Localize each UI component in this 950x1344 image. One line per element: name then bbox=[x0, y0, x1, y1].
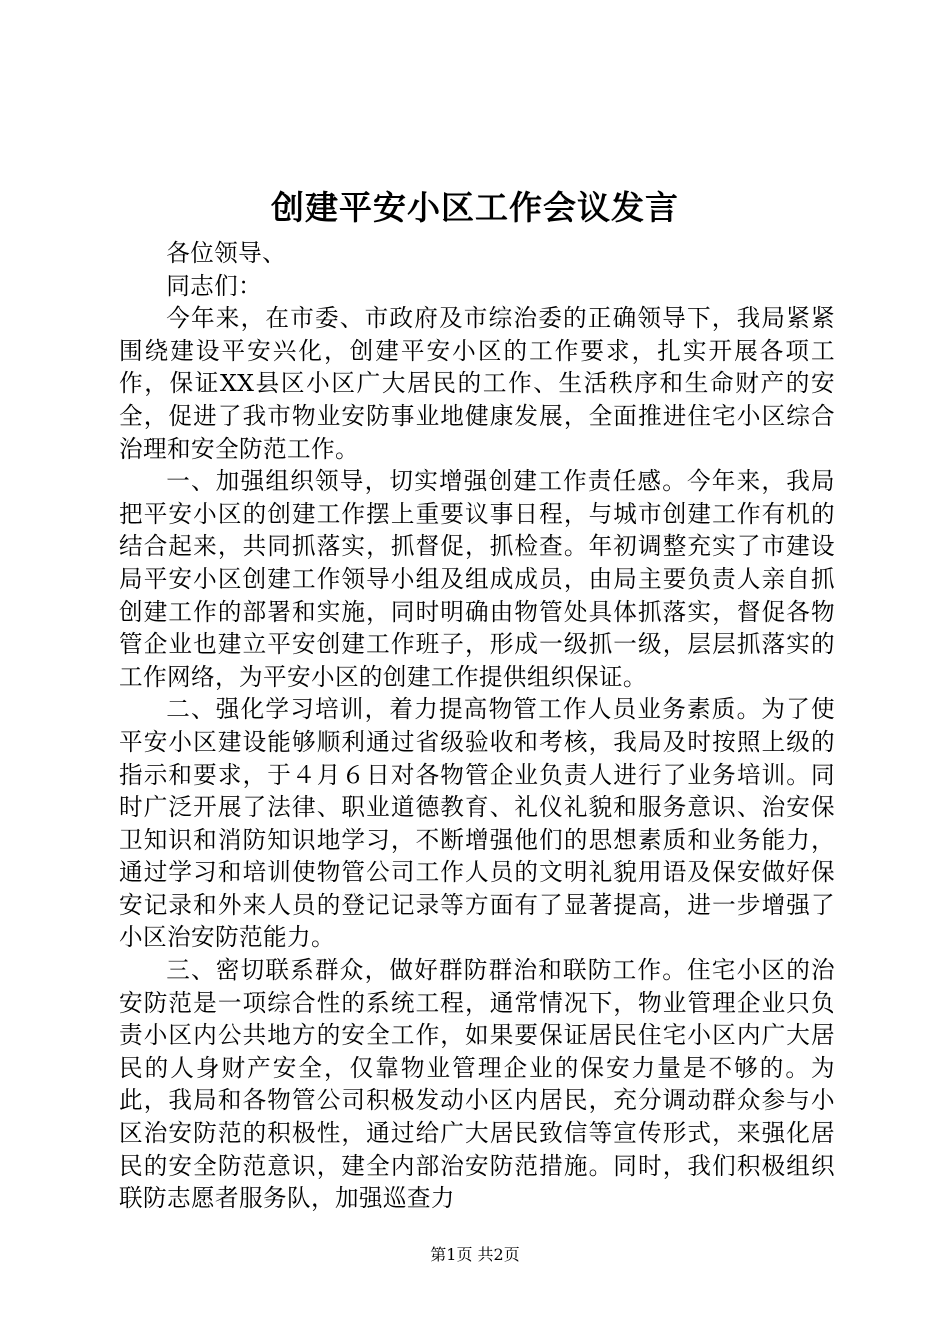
paragraph-section-two: 二、强化学习培训，着力提高物管工作人员业务素质。为了使平安小区建设能够顺利通过省级验收和考核，我局及时按照上级的指示和要求，于４月６日对各物管企业负责人进行了业务培训。同时广泛开展了法律、职业道德教育、礼仪礼貌和服务意识、治安保卫知识和消防知识地学习，不断增强他们的思想素质和业务能力，通过学习和培训使物管公司工作人员的文明礼貌用语及保安做好保安记录和外来人员的登记记录等方面有了显著提高，进一步增强了小区治安防范能力。 bbox=[119, 695, 835, 952]
paragraph-section-one: 一、加强组织领导，切实增强创建工作责任感。今年来，我局把平安小区的创建工作摆上重要议事日程，与城市创建工作有机的结合起来，共同抓落实，抓督促，抓检查。年初调整充实了市建设局平安小区创建工作领导小组及组成成员，由局主要负责人亲自抓创建工作的部署和实施，同时明确由物管处具体抓落实，督促各物管企业也建立平安创建工作班子，形成一级抓一级，层层抓落实的工作网络，为平安小区的创建工作提供组织保证。 bbox=[119, 467, 835, 691]
page-number-footer: 第1页 共2页 bbox=[430, 1245, 520, 1264]
paragraph-intro: 今年来，在市委、市政府及市综治委的正确领导下，我局紧紧围绕建设平安兴化，创建平安小区的工作要求，扎实开展各项工作，保证XX县区小区广大居民的工作、生活秩序和生命财产的安全，促进了我市物业安防事业地健康发展，全面推进住宅小区综合治理和安全防范工作。 bbox=[119, 304, 835, 463]
document-title: 创建平安小区工作会议发言 bbox=[271, 188, 679, 227]
salutation-comrades: 同志们： bbox=[166, 271, 263, 300]
document-body bbox=[119, 237, 835, 1215]
paragraph-section-three: 三、密切联系群众，做好群防群治和联防工作。住宅小区的治安防范是一项综合性的系统工程，通常情况下，物业管理企业只负责小区内公共地方的安全工作，如果要保证居民住宅小区内广大居民的人身财产安全，仅靠物业管理企业的保安力量是不够的。为此，我局和各物管公司积极发动小区内居民，充分调动群众参与小区治安防范的积极性，通过给广大居民致信等宣传形式，来强化居民的安全防范意识，建全内部治安防范措施。同时，我们积极组织联防志愿者服务队，加强巡查力 bbox=[119, 956, 835, 1213]
salutation-leaders: 各位领导、 bbox=[166, 239, 287, 267]
